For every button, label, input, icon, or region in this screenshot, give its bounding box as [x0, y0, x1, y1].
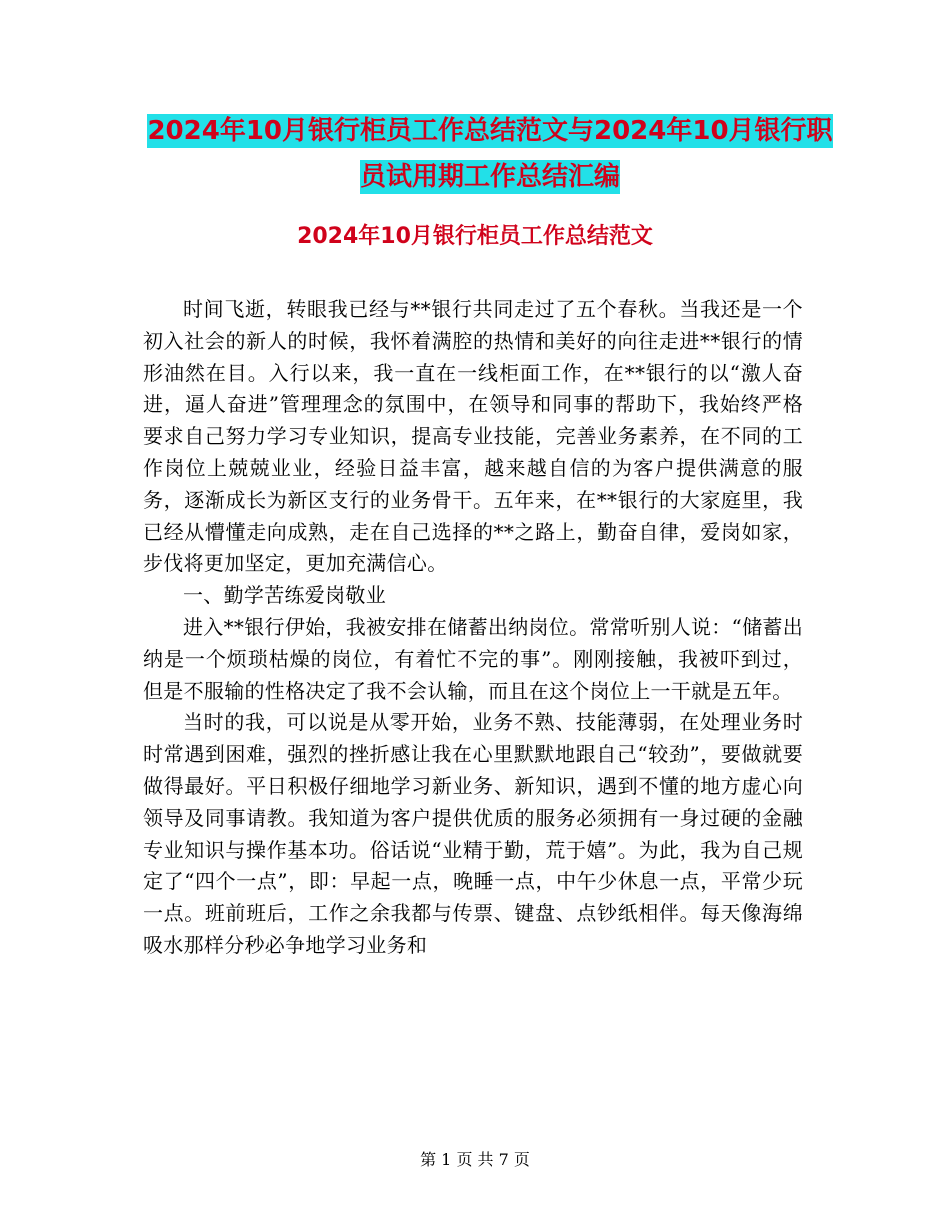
paragraph: 当时的我，可以说是从零开始，业务不熟、技能薄弱，在处理业务时时常遇到困难，强烈的挫折感让我在心里默默地跟自己“较劲”，要做就要做得最好。平日积极仔细地学习新业务、新知识，遇到不懂的地方虚心向领导及同事请教。我知道为客户提供优质的服务必须拥有一身过硬的金融专业知识与操作基本功。俗话说“业精于勤，荒于嬉”。为此，我为自己规定了“四个一点”，即：早起一点，晚睡一点，中午少休息一点，平常少玩一点。班前班后，工作之余我都与传票、键盘、点钞纸相伴。每天像海绵吸水那样分秒必争地学习业务和 [143, 710, 803, 957]
subheading: 一、勤学苦练爱岗敬业 [183, 583, 386, 608]
document-title-text: 2024年10月银行柜员工作总结范文与2024年10月银行职员试用期工作总结汇编 [147, 116, 833, 192]
section-title: 2024年10月银行柜员工作总结范文 [297, 224, 653, 249]
document-body [143, 294, 803, 962]
paragraph: 时间飞逝，转眼我已经与**银行共同走过了五个春秋。当我还是一个初入社会的新人的时候，我怀着满腔的热情和美好的向往走进**银行的情形油然在目。入行以来，我一直在一线柜面工作，在**银行的以“激人奋进，逼人奋进”管理理念的氛围中，在领导和同事的帮助下，我始终严格要求自己努力学习专业知识，提高专业技能，完善业务素养，在不同的工作岗位上兢兢业业，经验日益丰富，越来越自信的为客户提供满意的服务，逐渐成长为新区支行的业务骨干。五年来，在**银行的大家庭里，我已经从懵懂走向成熟，走在自己选择的**之路上，勤奋自律，爱岗如家，步伐将更加坚定，更加充满信心。 [143, 297, 803, 576]
document-title [140, 108, 840, 200]
page-number-footer: 第 1 页 共 7 页 [420, 1150, 530, 1169]
paragraph: 进入**银行伊始，我被安排在储蓄出纳岗位。常常听别人说：“储蓄出纳是一个烦琐枯燥的岗位，有着忙不完的事”。刚刚接触，我被吓到过，但是不服输的性格决定了我不会认输，而且在这个岗位上一干就是五年。 [143, 614, 803, 703]
